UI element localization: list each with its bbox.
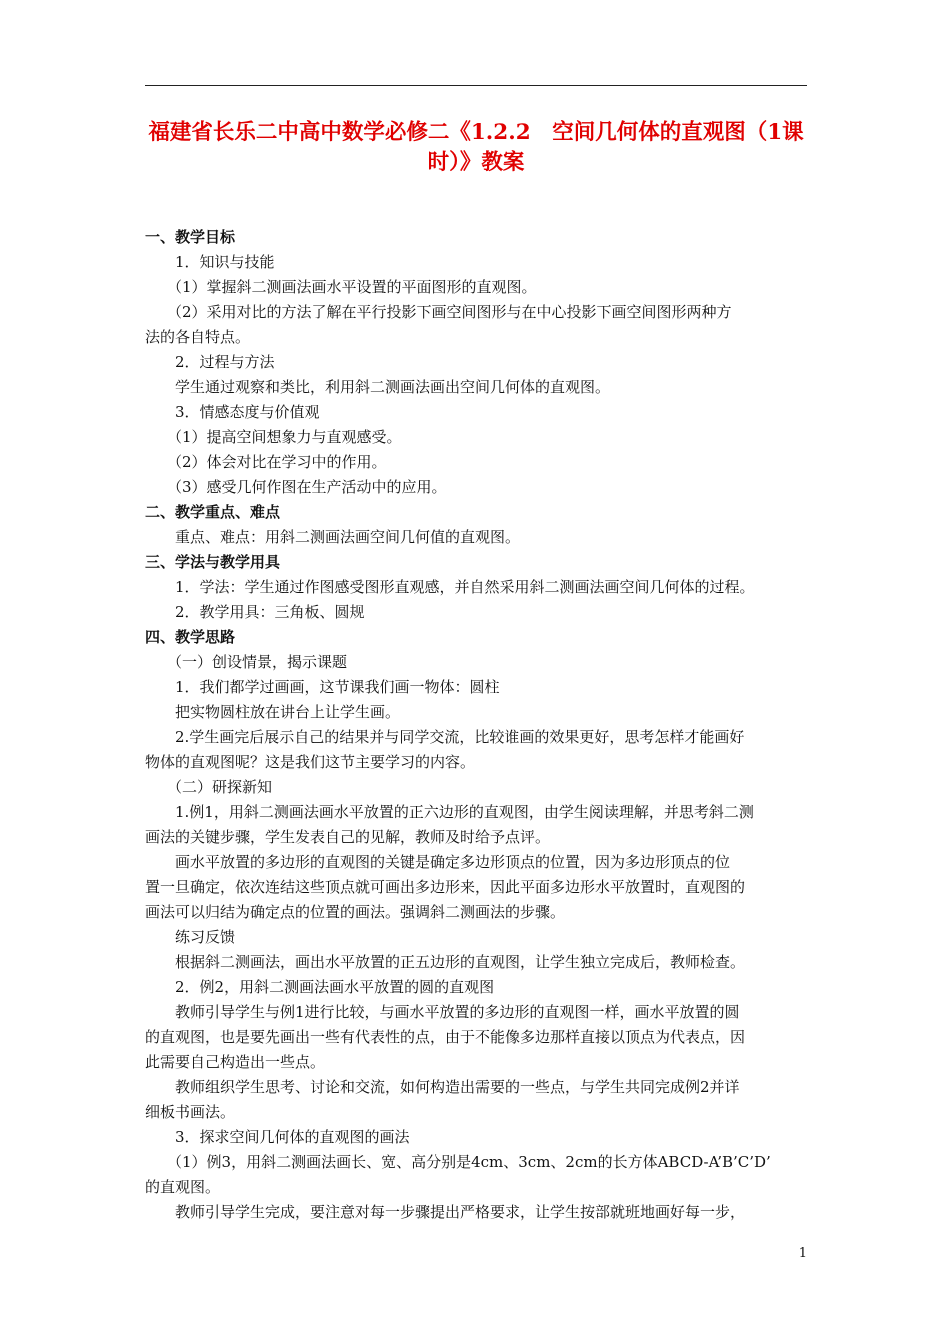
text-line: 根据斜二测画法，画出水平放置的正五边形的直观图，让学生独立完成后，教师检查。 [175,953,746,971]
text-line: （1）提高空间想象力与直观感受。 [167,428,402,446]
section-heading: 三、学法与教学用具 [145,553,281,571]
text-line: 画法的关键步骤，学生发表自己的见解，教师及时给予点评。 [145,828,551,846]
text-line: 法的各自特点。 [145,328,251,346]
document-body [145,225,807,1225]
text-line: 此需要自己构造出一些点。 [145,1053,326,1071]
text-line: 教师组织学生思考、讨论和交流，如何构造出需要的一些点，与学生共同完成例2并详 [175,1078,740,1096]
text-line: （一）创设情景，揭示课题 [167,653,348,671]
text-line: 教师引导学生完成，要注意对每一步骤提出严格要求，让学生按部就班地画好每一步， [175,1203,746,1221]
text-line: 置一旦确定，依次连结这些顶点就可画出多边形来，因此平面多边形水平放置时，直观图的 [145,878,746,896]
text-line: 画法可以归结为确定点的位置的画法。强调斜二测画法的步骤。 [145,903,566,921]
header-rule [145,85,807,86]
section-heading: 四、教学思路 [145,628,236,646]
text-line: （1）掌握斜二测画法画水平设置的平面图形的直观图。 [167,278,537,296]
text-line: 细板书画法。 [145,1103,236,1121]
text-line: （3）感受几何作图在生产活动中的应用。 [167,478,447,496]
text-line: 练习反馈 [175,928,236,946]
text-line: 2．过程与方法 [175,353,275,371]
text-line: 2．例2，用斜二测画法画水平放置的圆的直观图 [175,978,495,996]
section-heading: 二、教学重点、难点 [145,503,281,521]
text-line: 教师引导学生与例1进行比较，与画水平放置的多边形的直观图一样，画水平放置的圆 [175,1003,740,1021]
text-line: 物体的直观图呢？这是我们这节主要学习的内容。 [145,753,476,771]
text-line: 1．我们都学过画画，这节课我们画一物体：圆柱 [175,678,500,696]
text-line: （二）研探新知 [167,778,273,796]
text-line: （2）体会对比在学习中的作用。 [167,453,387,471]
page-number: 1 [798,1246,807,1261]
text-line: 2．教学用具：三角板、圆规 [175,603,365,621]
text-line: 3．情感态度与价值观 [175,403,320,421]
text-line: （2）采用对比的方法了解在平行投影下画空间图形与在中心投影下画空间图形两种方 [167,303,732,321]
text-line: （1）例3，用斜二测画法画长、宽、高分别是4cm、3cm、2cm的长方体ABCD-A’B’C’D’ [167,1153,771,1171]
section-heading: 一、教学目标 [145,228,236,246]
text-line: 学生通过观察和类比，利用斜二测画法画出空间几何体的直观图。 [175,378,611,396]
text-line: 1．知识与技能 [175,253,275,271]
title-line-1: 福建省长乐二中高中数学必修二《1.2.2 空间几何体的直观图（1课 [148,120,804,145]
text-line: 画水平放置的多边形的直观图的关键是确定多边形顶点的位置，因为多边形顶点的位 [175,853,731,871]
text-line: 3．探求空间几何体的直观图的画法 [175,1128,410,1146]
text-line: 的直观图，也是要先画出一些有代表性的点，由于不能像多边那样直接以顶点为代表点，因 [145,1028,746,1046]
text-line: 2.学生画完后展示自己的结果并与同学交流，比较谁画的效果更好，思考怎样才能画好 [175,728,745,746]
text-line: 重点、难点：用斜二测画法画空间几何值的直观图。 [175,528,521,546]
title-line-2: 时）》教案 [427,150,525,175]
text-line: 把实物圆柱放在讲台上让学生画。 [175,703,401,721]
document-title [145,118,807,178]
text-line: 1.例1，用斜二测画法画水平放置的正六边形的直观图，由学生阅读理解，并思考斜二测 [175,803,754,821]
text-line: 的直观图。 [145,1178,221,1196]
text-line: 1．学法：学生通过作图感受图形直观感，并自然采用斜二测画法画空间几何体的过程。 [175,578,755,596]
